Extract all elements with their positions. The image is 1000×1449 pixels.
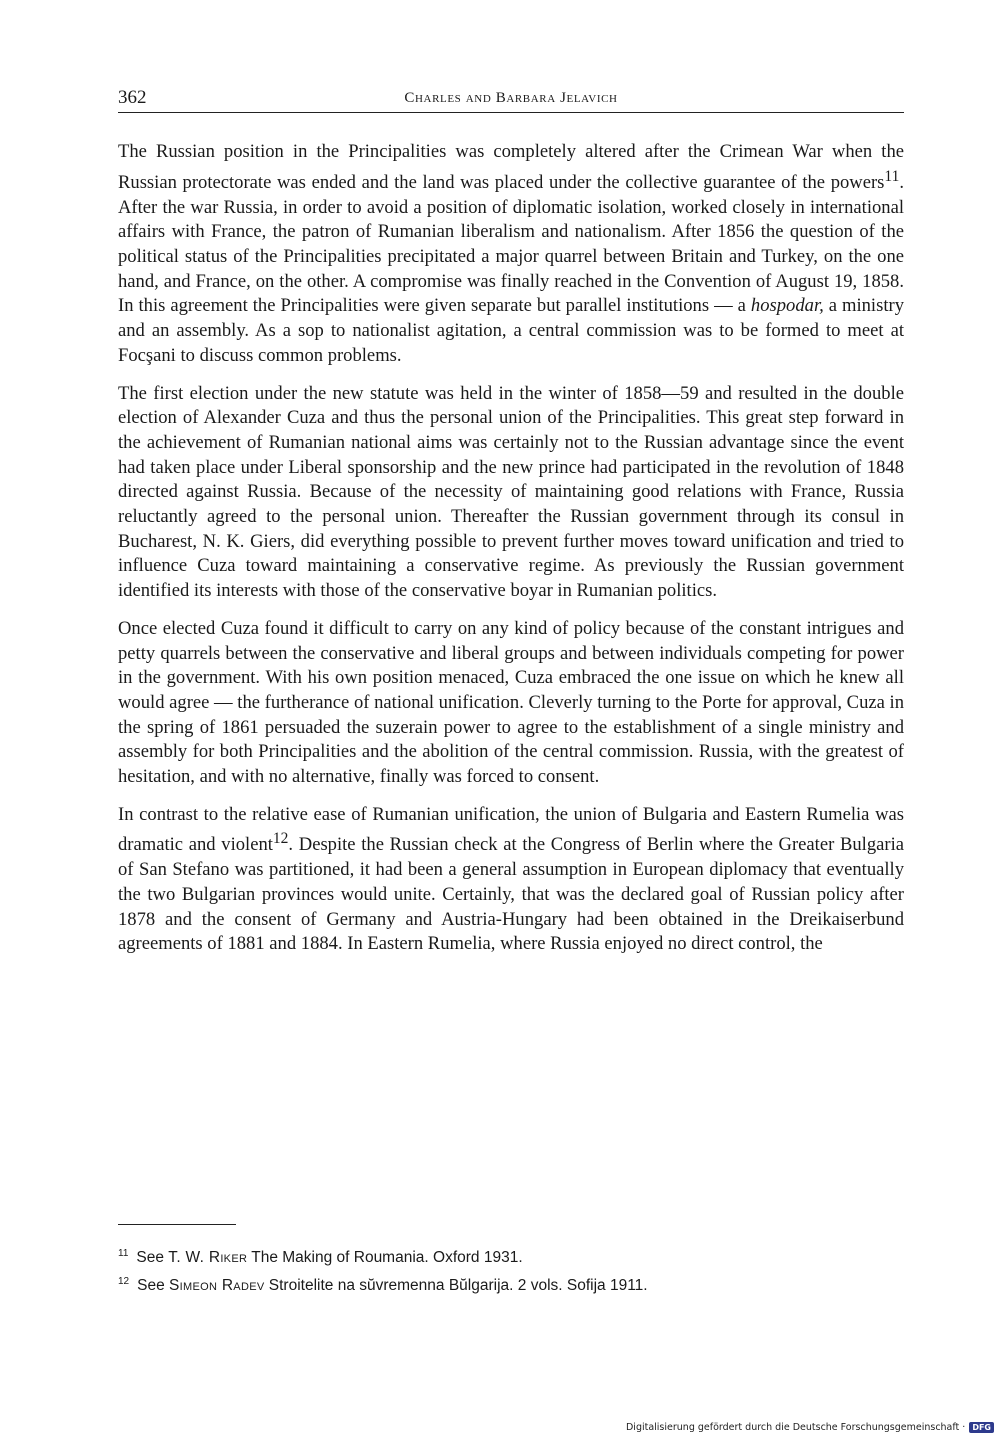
- paragraph-2: The first election under the new statute was held in the winter of 1858—59 and resulted in the double election of Alexander Cuza and thus the personal union of the Principalities. This great step forward in the achievement of Rumanian national aims was certainly not to the Russian advantage since the event had taken place under Liberal sponsorship and the new prince had participated in the revolution of 1848 directed against Russia. Because of the necessity of maintaining good relations with France, Russia reluctantly agreed to the personal union. Thereafter the Russian government through its consul in Bucharest, N. K. Giers, did everything possible to prevent further moves toward unification and tried to influence Cuza toward maintaining a conservative regime. As previously the Russian government identified its interests with those of the conservative boyar in Rumanian politics.: [118, 382, 904, 602]
- page-number: 362: [118, 87, 147, 108]
- running-head: Charles and Barbara Jelavich: [404, 90, 618, 106]
- paragraph-1: The Russian position in the Principalities was completely altered after the Crimean War when the Russian protectorate was ended and the land was placed under the collective guarantee of the powers$^{11}$. After the war Russia, in order to avoid a position of diplomatic isolation, worked closely in international affairs with France, the patron of Rumanian liberalism and nationalism. After 1856 the question of the political status of the Principalities precipitated a major quarrel between Britain and Turkey, on the one hand, and France, on the other. A compromise was finally reached in the Convention of August 19, 1858. In this agreement the Principalities were given separate but parallel institutions — a hospodar, a ministry and an assembly. As a sop to nationalist agitation, a central commission was to be formed to meet at Focşani to discuss common problems.: [118, 141, 904, 366]
- credit-text: Digitalisierung gefördert durch die Deutsche Forschungsgemeinschaft ·: [625, 1422, 966, 1433]
- footnote-author: Simeon Radev: [169, 1277, 265, 1295]
- paragraph-3: Once elected Cuza found it difficult to carry on any kind of policy because of the constant intrigues and petty quarrels between the conservative and liberal groups and between individuals competing for power in the government. With his own position menaced, Cuza embraced the one issue on which he knew all would agree — the furtherance of national unification. Cleverly turning to the Porte for approval, Cuza in the spring of 1861 persuaded the suzerain power to agree to the establishment of a single ministry and assembly for both Principalities and the abolition of the central commission. Russia, with the greatest of hesitation, and with no alternative, finally was forced to consent.: [118, 617, 904, 788]
- dfg-logo-icon: DFG: [969, 1422, 994, 1433]
- footnote-ref-11[interactable]: 11: [884, 167, 900, 185]
- footnote-divider: [118, 1224, 236, 1225]
- footnote-author: T. W. Riker: [168, 1249, 248, 1267]
- footnote-ref-12[interactable]: 12: [272, 830, 289, 848]
- footnote-11: $^{11}$ See T. W. Riker The Making of Roumania. Oxford 1931.: [118, 1248, 523, 1267]
- body-text: [118, 140, 904, 967]
- footnotes: [118, 1242, 904, 1298]
- paragraph-4: In contrast to the relative ease of Rumanian unification, the union of Bulgaria and Eastern Rumelia was dramatic and violent$^{12}$. Despite the Russian check at the Congress of Berlin where the Greater Bulgaria of San Stefano was partitioned, it had been a general assumption in European diplomacy that eventually the two Bulgarian provinces would unite. Certainly, that was the declared goal of Russian policy after 1878 and the consent of Germany and Austria-Hungary had been obtained in the Dreikaiserbund agreements of 1881 and 1884. In Eastern Rumelia, where Russia enjoyed no direct control, the: [118, 803, 904, 955]
- digitization-credit: [626, 1422, 1000, 1433]
- page-header: [118, 86, 904, 113]
- footnote-12: $^{12}$ See Simeon Radev Stroitelite na sŭvremenna Bŭlgarija. 2 vols. Sofija 1911.: [118, 1276, 648, 1295]
